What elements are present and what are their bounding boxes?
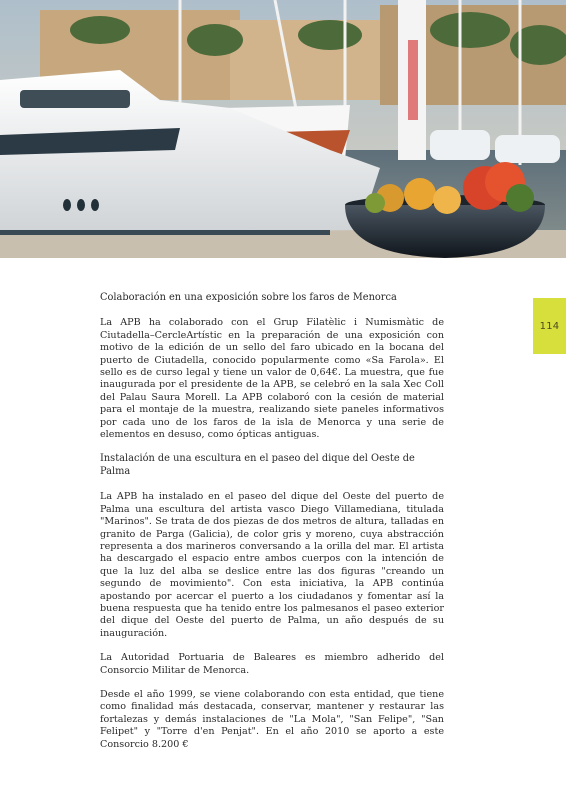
article-body — [100, 292, 444, 763]
section-title: Instalación de una escultura en el paseo del dique del Oeste de Palma — [100, 453, 415, 477]
header-photo — [0, 0, 566, 258]
paragraph: La Autoridad Portuaria de Baleares es miembro adherido del Consorcio Militar de Menorca. — [100, 652, 444, 676]
page-number: 114 — [539, 320, 560, 332]
page-number-tab — [533, 298, 566, 354]
paragraph: La APB ha instalado en el paseo del dique del Oeste del puerto de Palma una escultura del artista vasco Diego Villamediana, titulada "Marinos". Se trata de dos piezas de dos metros de altura, talladas en granito de Parga (Galicia), de color gris y moreno, cuya abstracción representa a dos marineros conversando a la orilla del mar. El artista ha descargado el espacio entre ambos cuerpos con la intención de que la luz del alba se deslice entre las dos figuras "creando un segundo de movimiento". Con esta iniciativa, la APB continúa apostando por acercar el puerto a los ciudadanos y fomentar así la buena respuesta que ha tenido entre los palmesanos el paseo exterior del dique del Oeste del puerto de Palma, un año después de su inauguración. — [100, 491, 444, 639]
paragraph: La APB ha colaborado con el Grup Filatèlic i Numismàtic de Ciutadella–CercleArtístic en la preparación de una exposición con motivo de la edición de un sello del faro ubicado en la bocana del puerto de Ciutadella, conocido popularmente como «Sa Farola». El sello es de curso legal y tiene un valor de 0,64€. La muestra, que fue inaugurada por el presidente de la APB, se celebró en la sala Xec Coll del Palau Saura Morell. La APB colaboró con la cesión de material para el montaje de la muestra, realizando siete paneles informativos por cada uno de los faros de la isla de Menorca y una serie de elementos en desuso, como ópticas antiguas. — [100, 317, 444, 441]
section-title: Colaboración en una exposición sobre los faros de Menorca — [100, 292, 397, 303]
marina-photo-illustration — [0, 0, 566, 258]
paragraph: Desde el año 1999, se viene colaborando con esta entidad, que tiene como finalidad más destacada, conservar, mantener y restaurar las fortalezas y demás instalaciones de "La Mola", "San Felipe", "San Felipet" y "Torre d'en Penjat". En el año 2010 se aporto a este Consorcio 8.200 € — [100, 688, 444, 750]
